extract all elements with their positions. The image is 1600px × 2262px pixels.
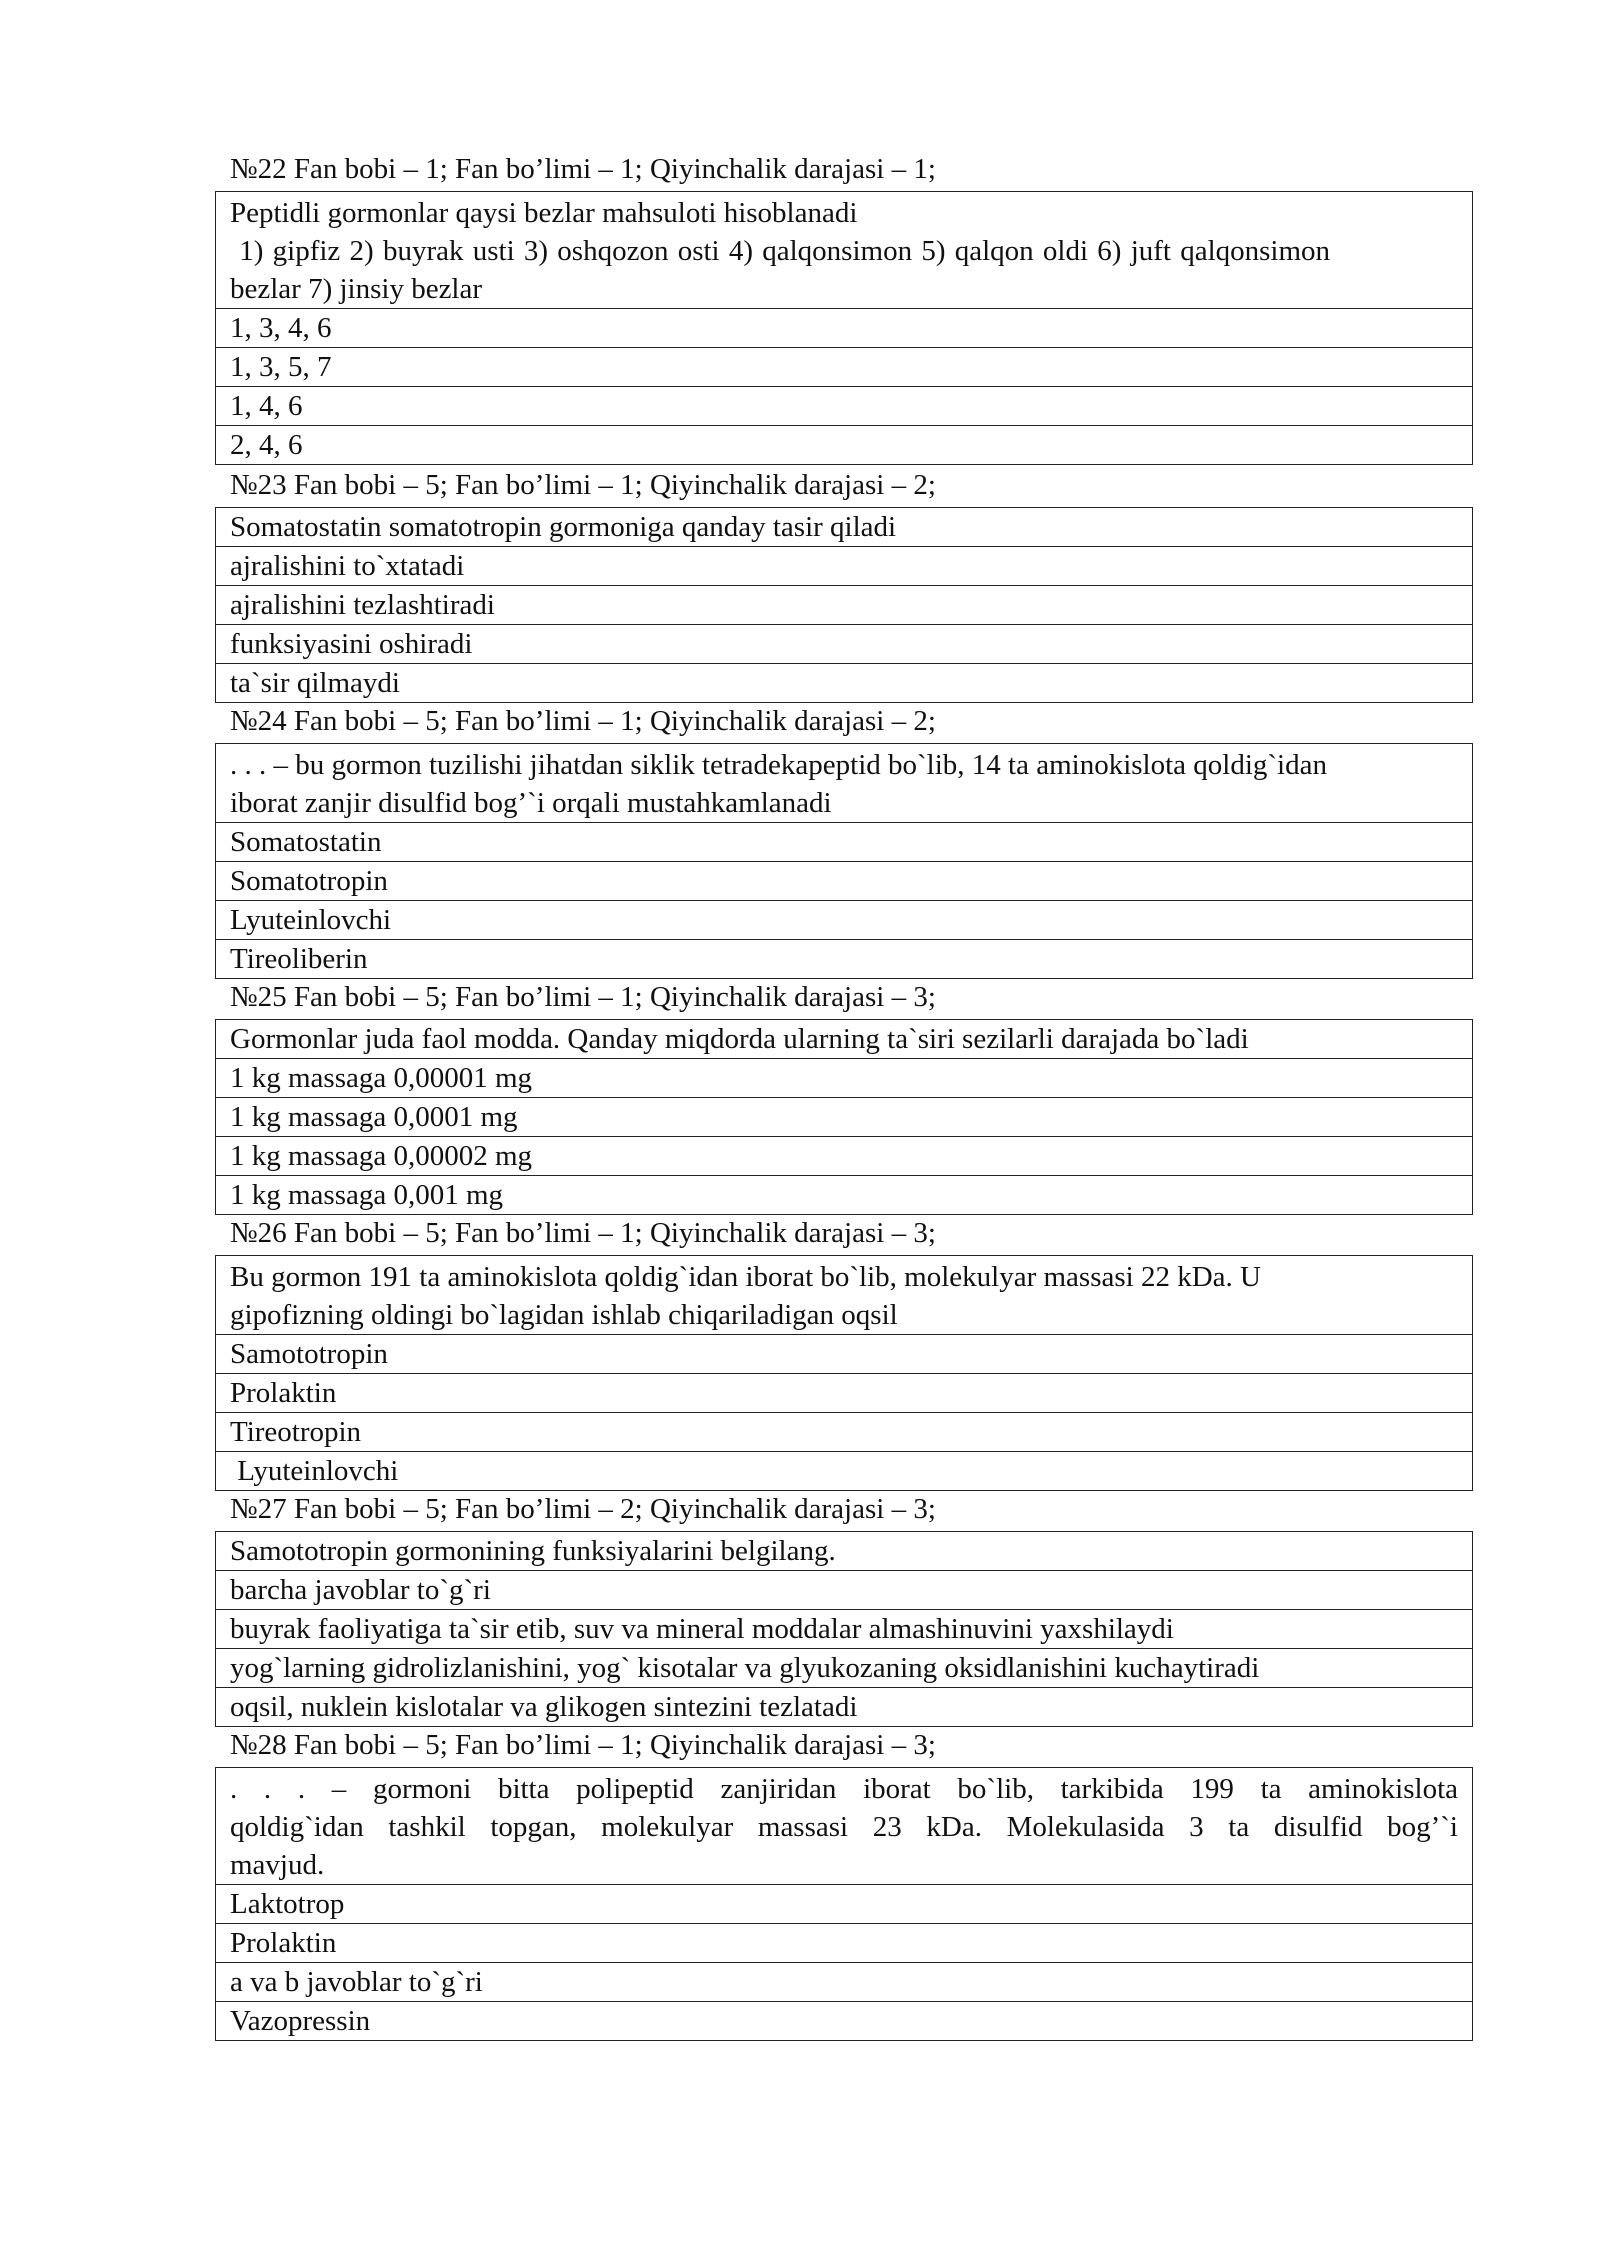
question-header: №28 Fan bobi – 5; Fan bo’limi – 1; Qiyinchalik darajasi – 3; xyxy=(230,1729,936,1761)
answer-option: Samototropin xyxy=(216,1335,1473,1374)
question-header: №25 Fan bobi – 5; Fan bo’limi – 1; Qiyinchalik darajasi – 3; xyxy=(230,981,936,1013)
question-table xyxy=(215,743,1473,979)
stem-line: bezlar 7) jinsiy bezlar xyxy=(230,273,483,305)
stem-line: qoldig`idan tashkil topgan, molekulyar massasi 23 kDa. Molekulasida 3 ta disulfid bog’`i xyxy=(230,1811,1458,1843)
question-stem xyxy=(216,744,1473,823)
answer-option: oqsil, nuklein kislotalar va glikogen sintezini tezlatadi xyxy=(216,1688,1473,1727)
question-table xyxy=(215,1531,1473,1727)
answer-option: 1, 3, 4, 6 xyxy=(216,309,1473,348)
answer-option: ajralishini to`xtatadi xyxy=(216,547,1473,586)
answer-option: funksiyasini oshiradi xyxy=(216,625,1473,664)
question-header: №26 Fan bobi – 5; Fan bo’limi – 1; Qiyinchalik darajasi – 3; xyxy=(230,1217,936,1249)
answer-option: Prolaktin xyxy=(216,1924,1473,1963)
answer-option: Lyuteinlovchi xyxy=(216,901,1473,940)
answer-option: buyrak faoliyatiga ta`sir etib, suv va mineral moddalar almashinuvini yaxshilaydi xyxy=(216,1610,1473,1649)
answer-option: Prolaktin xyxy=(216,1374,1473,1413)
stem-line: gipofizning oldingi bo`lagidan ishlab chiqariladigan oqsil xyxy=(230,1299,898,1331)
stem-line: . . . – gormoni bitta polipeptid zanjiridan iborat bo`lib, tarkibida 199 ta aminokislota xyxy=(230,1773,1458,1805)
answer-option: barcha javoblar to`g`ri xyxy=(216,1571,1473,1610)
question-stem: Samototropin gormonining funksiyalarini belgilang. xyxy=(216,1532,1473,1571)
question-stem xyxy=(216,1768,1473,1885)
answer-option: Lyuteinlovchi xyxy=(216,1452,1473,1491)
question-stem: Somatostatin somatotropin gormoniga qanday tasir qiladi xyxy=(216,508,1473,547)
answer-option: Tireotropin xyxy=(216,1413,1473,1452)
answer-option: Vazopressin xyxy=(216,2002,1473,2041)
question-table xyxy=(215,1255,1473,1491)
answer-option: 2, 4, 6 xyxy=(216,426,1473,465)
stem-line: 1) gipfiz 2) buyrak usti 3) oshqozon osti 4) qalqonsimon 5) qalqon oldi 6) juft qalqonsimon xyxy=(230,235,1331,267)
question-stem xyxy=(216,1256,1473,1335)
answer-option: 1 kg massaga 0,00001 mg xyxy=(216,1059,1473,1098)
answer-option: 1 kg massaga 0,001 mg xyxy=(216,1176,1473,1215)
answer-option: 1 kg massaga 0,00002 mg xyxy=(216,1137,1473,1176)
question-stem: Gormonlar juda faol modda. Qanday miqdorda ularning ta`siri sezilarli darajada bo`ladi xyxy=(216,1020,1473,1059)
question-header: №27 Fan bobi – 5; Fan bo’limi – 2; Qiyinchalik darajasi – 3; xyxy=(230,1493,936,1525)
answer-option: 1, 3, 5, 7 xyxy=(216,348,1473,387)
stem-line: Bu gormon 191 ta aminokislota qoldig`idan iborat bo`lib, molekulyar massasi 22 kDa. U xyxy=(230,1261,1261,1293)
question-table xyxy=(215,1767,1473,2041)
answer-option: Somatotropin xyxy=(216,862,1473,901)
answer-option: Laktotrop xyxy=(216,1885,1473,1924)
stem-line: Peptidli gormonlar qaysi bezlar mahsuloti hisoblanadi xyxy=(230,197,858,229)
answer-option: 1, 4, 6 xyxy=(216,387,1473,426)
answer-option: Tireoliberin xyxy=(216,940,1473,979)
answer-option: yog`larning gidrolizlanishini, yog` kisotalar va glyukozaning oksidlanishini kuchaytiradi xyxy=(216,1649,1473,1688)
answer-option: 1 kg massaga 0,0001 mg xyxy=(216,1098,1473,1137)
question-header: №22 Fan bobi – 1; Fan bo’limi – 1; Qiyinchalik darajasi – 1; xyxy=(230,153,936,185)
answer-option: ajralishini tezlashtiradi xyxy=(216,586,1473,625)
stem-line: . . . – bu gormon tuzilishi jihatdan siklik tetradekapeptid bo`lib, 14 ta aminokislota qoldig`idan xyxy=(230,749,1327,781)
question-table xyxy=(215,507,1473,703)
answer-option: a va b javoblar to`g`ri xyxy=(216,1963,1473,2002)
document-body xyxy=(215,151,1473,2041)
question-table xyxy=(215,191,1473,465)
question-stem xyxy=(216,192,1473,309)
question-table xyxy=(215,1019,1473,1215)
question-header: №23 Fan bobi – 5; Fan bo’limi – 1; Qiyinchalik darajasi – 2; xyxy=(230,469,936,501)
question-header: №24 Fan bobi – 5; Fan bo’limi – 1; Qiyinchalik darajasi – 2; xyxy=(230,705,936,737)
stem-line: iborat zanjir disulfid bog’`i orqali mustahkamlanadi xyxy=(230,787,832,819)
answer-option: Somatostatin xyxy=(216,823,1473,862)
stem-line: mavjud. xyxy=(230,1849,325,1881)
answer-option: ta`sir qilmaydi xyxy=(216,664,1473,703)
